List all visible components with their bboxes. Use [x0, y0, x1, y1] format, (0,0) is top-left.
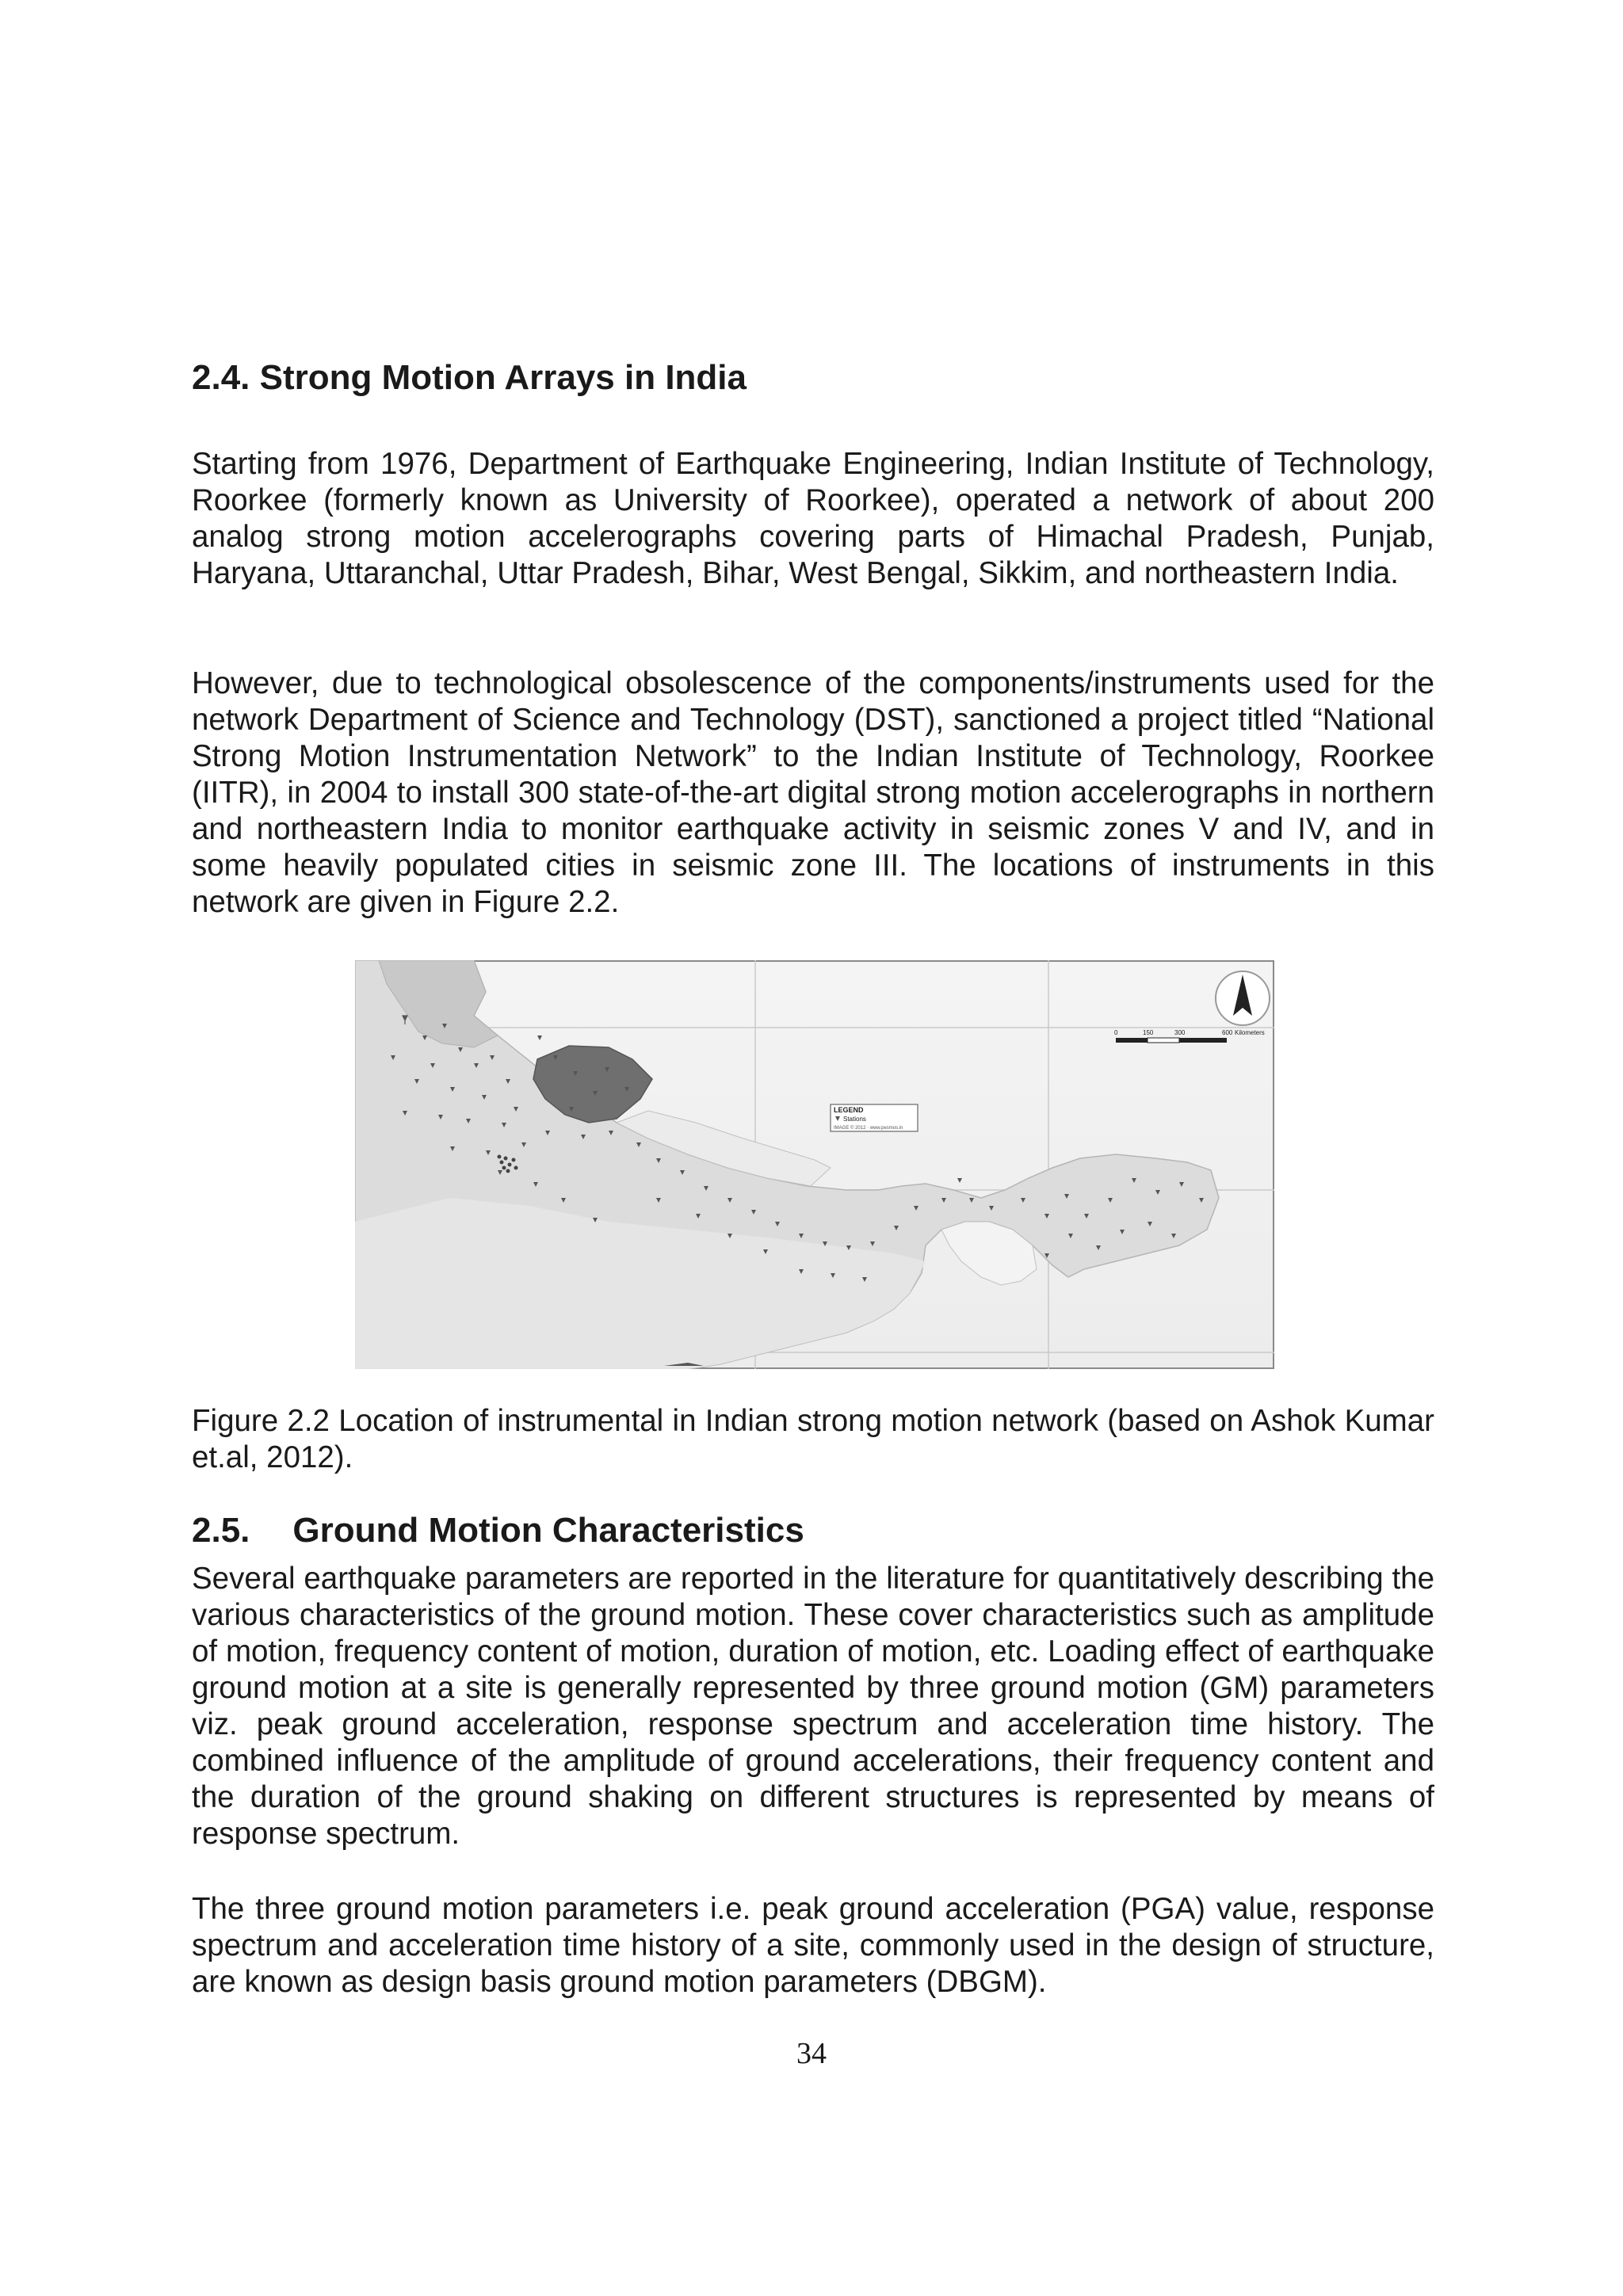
scale-tick-600: 600	[1222, 1029, 1233, 1036]
legend-title: LEGEND	[834, 1106, 864, 1114]
paragraph-gm-parameters: Several earthquake parameters are reported in the literature for quantitatively describing the various characteristics of the ground motion. These cover characteristics such as amplitude of motion, frequency content of motion, duration of motion, etc. Loading effect of earthquake ground motion at a site is generally represented by three ground motion (GM) parameters viz. peak ground acceleration, response spectrum and acceleration time history. The combined influence of the amplitude of ground accelerations, their frequency content and the duration of the ground shaking on different structures is represented by means of response spectrum.	[192, 1562, 1434, 1851]
map-legend	[831, 1104, 918, 1131]
scale-tick-0: 0	[1114, 1029, 1118, 1036]
station-map	[355, 960, 1274, 1369]
section-heading-2-5	[192, 1511, 804, 1550]
figure-station-map	[355, 960, 1274, 1369]
north-arrow-icon	[1216, 971, 1270, 1025]
paragraph-dbgm: The three ground motion parameters i.e. peak ground acceleration (PGA) value, response spectrum and acceleration time history of a site, commonly used in the design of structure, are known as design basis ground motion parameters (DBGM).	[192, 1892, 1434, 1999]
legend-item: Stations	[843, 1116, 866, 1123]
paragraph-nsmin-project: However, due to technological obsolescence of the components/instruments used for the network Department of Science and Technology (DST), sanctioned a project titled “National Strong Motion Instrumentation Network” to the Indian Institute of Technology, Roorkee (IITR), in 2004 to install 300 state-of-the-art digital strong motion accelerographs in northern and northeastern India to monitor earthquake activity in seismic zones V and IV, and in some heavily populated cities in seismic zone III. The locations of instruments in this network are given in Figure 2.2.	[192, 666, 1434, 919]
scale-unit: Kilometers	[1235, 1029, 1265, 1036]
page-number: 34	[796, 2037, 827, 2070]
section-heading-2-4: 2.4. Strong Motion Arrays in India	[192, 358, 747, 397]
scale-tick-150: 150	[1143, 1029, 1154, 1036]
section-number: 2.5.	[192, 1511, 250, 1550]
paragraph-network-history: Starting from 1976, Department of Earthquake Engineering, Indian Institute of Technology, Roorkee (formerly known as University of Roorkee), operated a network of about 200 analog strong motion accelerographs covering parts of Himachal Pradesh, Punjab, Haryana, Uttaranchal, Uttar Pradesh, Bihar, West Bengal, Sikkim, and northeastern India.	[192, 447, 1434, 590]
section-title: Ground Motion Characteristics	[292, 1511, 804, 1550]
figure-caption: Figure 2.2 Location of instrumental in Indian strong motion network (based on Ashok Kumar et.al, 2012).	[192, 1404, 1434, 1474]
scale-tick-300: 300	[1174, 1029, 1186, 1036]
legend-credit: IMAGE © 2012 · www.pesmos.in	[834, 1126, 903, 1131]
